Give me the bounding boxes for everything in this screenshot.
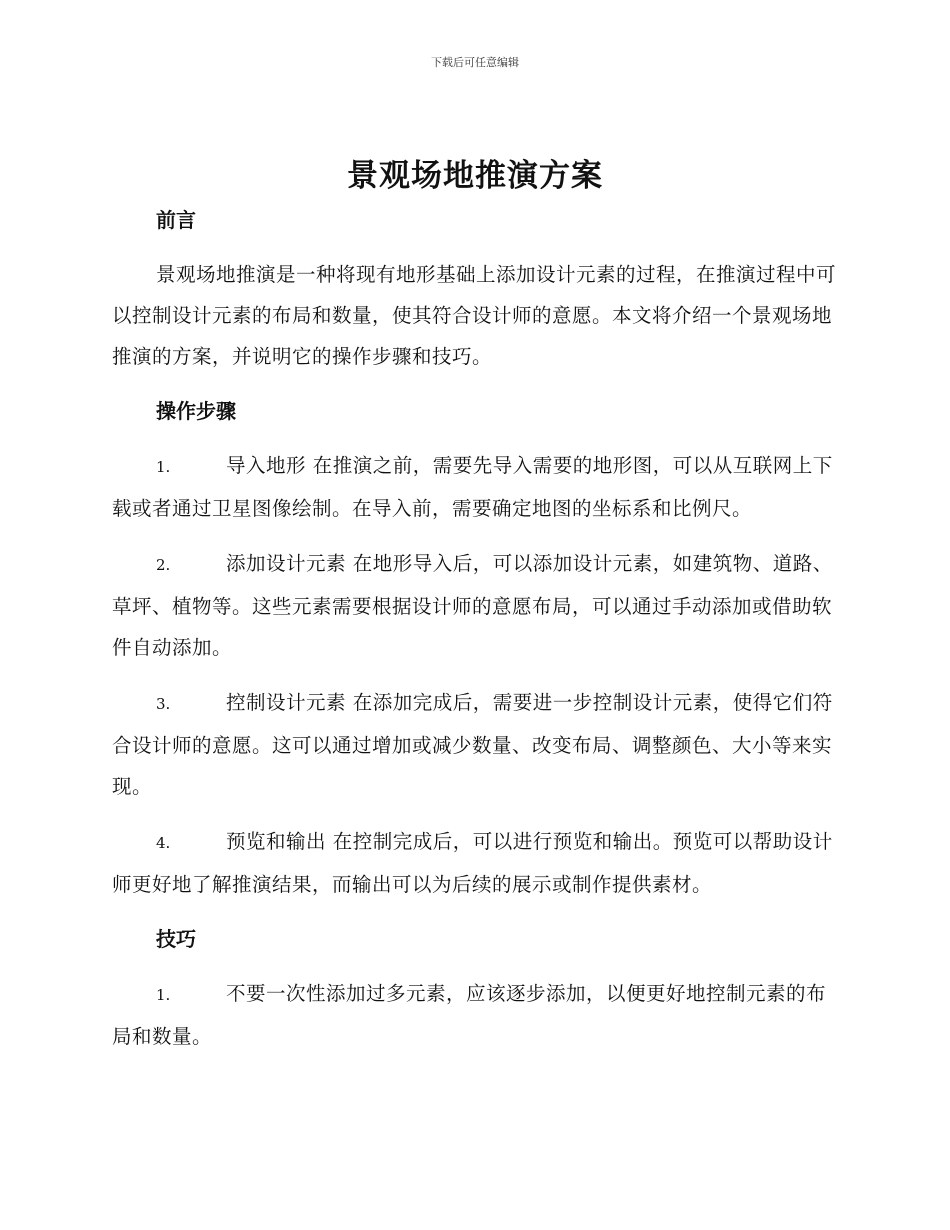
list-item-number: 3. (156, 695, 171, 713)
section-heading-preface: 前言 (156, 208, 196, 232)
document-title: 景观场地推演方案 (347, 158, 603, 194)
list-item-text: 添加设计元素 在地形导入后，可以添加设计元素，如建筑物、道路、草坪、植物等。这些元素需要根据设计师的意愿布局，可以通过手动添加或借助软件自动添加。 (112, 552, 833, 659)
list-item (112, 821, 840, 905)
list-item-number: 4. (156, 834, 171, 852)
list-item-number: 1. (156, 986, 171, 1004)
list-item-text: 不要一次性添加过多元素，应该逐步添加，以便更好地控制元素的布局和数量。 (112, 982, 827, 1048)
section-heading-tips: 技巧 (156, 927, 196, 951)
list-item-text: 导入地形 在推演之前，需要先导入需要的地形图，可以从互联网上下载或者通过卫星图像绘制。在导入前，需要确定地图的坐标系和比例尺。 (112, 454, 833, 520)
list-item-number: 1. (156, 458, 171, 476)
page-header: 下载后可任意编辑 (431, 56, 519, 69)
list-item (112, 973, 840, 1057)
document-body (112, 200, 840, 1057)
list-item (112, 445, 840, 529)
preface-paragraph: 景观场地推演是一种将现有地形基础上添加设计元素的过程，在推演过程中可以控制设计元素的布局和数量，使其符合设计师的意愿。本文将介绍一个景观场地推演的方案，并说明它的操作步骤和技巧。 (112, 263, 837, 368)
list-item-text: 控制设计元素 在添加完成后，需要进一步控制设计元素，使得它们符合设计师的意愿。这可以通过增加或减少数量、改变布局、调整颜色、大小等来实现。 (112, 691, 833, 798)
list-item (112, 682, 840, 807)
list-item-text: 预览和输出 在控制完成后，可以进行预览和输出。预览可以帮助设计师更好地了解推演结果，而输出可以为后续的展示或制作提供素材。 (112, 830, 833, 896)
list-item-number: 2. (156, 556, 171, 574)
section-heading-steps: 操作步骤 (156, 399, 236, 423)
list-item (112, 543, 840, 668)
